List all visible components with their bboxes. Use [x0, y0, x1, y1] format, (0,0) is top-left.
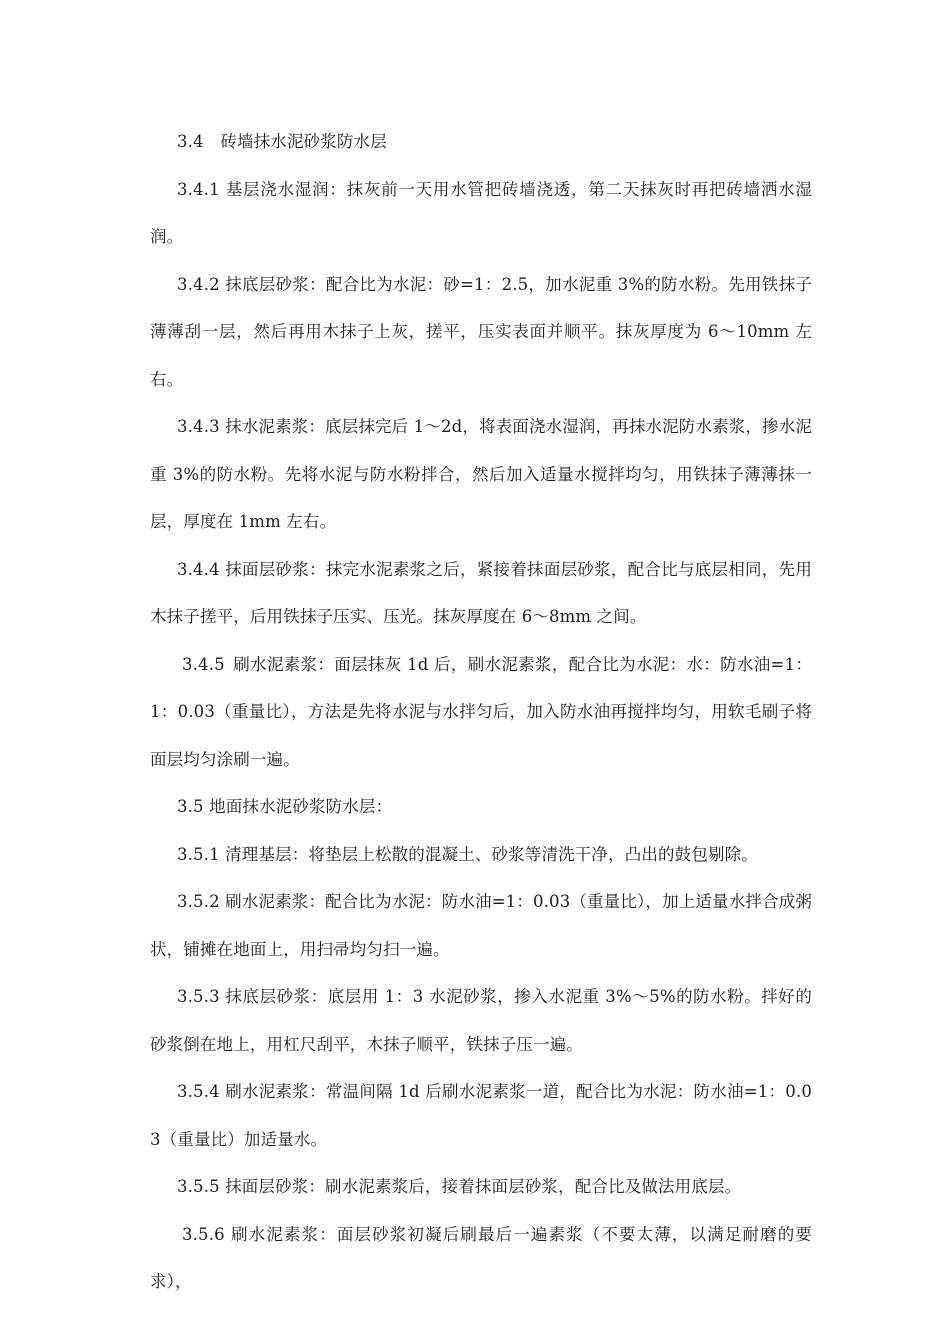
section-paragraph-3-5-4: 3.5.4 刷水泥素浆：常温间隔 1d 后刷水泥素浆一道，配合比为水泥：防水油=1：0.03（重量比）加适量水。: [150, 1082, 812, 1149]
section-paragraph-3-4-2: 3.4.2 抹底层砂浆：配合比为水泥：砂=1：2.5，加水泥重 3%的防水粉。先用铁抹子薄薄刮一层，然后再用木抹子上灰，搓平，压实表面并顺平。抹灰厚度为 6～10mm 左右。: [150, 274, 812, 389]
section-paragraph-3-4-1: 3.4.1 基层浇水湿润：抹灰前一天用水管把砖墙浇透，第二天抹灰时再把砖墙洒水湿润。: [150, 179, 812, 246]
section-paragraph-3-5-5: 3.5.5 抹面层砂浆：刷水泥素浆后，接着抹面层砂浆，配合比及做法用底层。: [177, 1177, 742, 1196]
section-paragraph-3-5-1: 3.5.1 清理基层：将垫层上松散的混凝土、砂浆等清洗干净，凸出的鼓包剔除。: [177, 844, 758, 864]
section-paragraph-3-5-6: 3.5.6 刷水泥素浆：面层砂浆初凝后刷最后一遍素浆（不要太薄，以满足耐磨的要求），: [150, 1224, 812, 1291]
section-paragraph-3-4-3: 3.4.3 抹水泥素浆：底层抹完后 1～2d，将表面浇水湿润，再抹水泥防水素浆，掺水泥重 3%的防水粉。先将水泥与防水粉拌合，然后加入适量水搅拌均匀，用铁抹子薄薄抹一层，厚度在 1mm 左右。: [150, 417, 812, 531]
section-paragraph-3-5-3: 3.5.3 抹底层砂浆：底层用 1：3 水泥砂浆，掺入水泥重 3%～5%的防水粉。拌好的砂浆倒在地上，用杠尺刮平，木抹子顺平，铁抹子压一遍。: [150, 987, 812, 1054]
section-paragraph-3-5-2: 3.5.2 刷水泥素浆：配合比为水泥：防水油=1：0.03（重量比），加上适量水拌合成粥状，铺摊在地面上，用扫帚均匀扫一遍。: [150, 892, 812, 959]
section-heading-3-4: 3.4 砖墙抹水泥砂浆防水层: [177, 132, 387, 151]
section-paragraph-3-4-4: 3.4.4 抹面层砂浆：抹完水泥素浆之后，紧接着抹面层砂浆，配合比与底层相同，先用木抹子搓平，后用铁抹子压实、压光。抹灰厚度在 6～8mm 之间。: [150, 559, 812, 626]
section-heading-3-5: 3.5 地面抹水泥砂浆防水层：: [177, 797, 393, 816]
document-text-body: [150, 118, 812, 1306]
section-paragraph-3-4-5: 3.4.5 刷水泥素浆：面层抹灰 1d 后，刷水泥素浆，配合比为水泥：水：防水油=1：1：0.03（重量比），方法是先将水泥与水拌匀后，加入防水油再搅拌均匀，用软毛刷子将面层均匀涂刷一遍。: [150, 654, 812, 769]
